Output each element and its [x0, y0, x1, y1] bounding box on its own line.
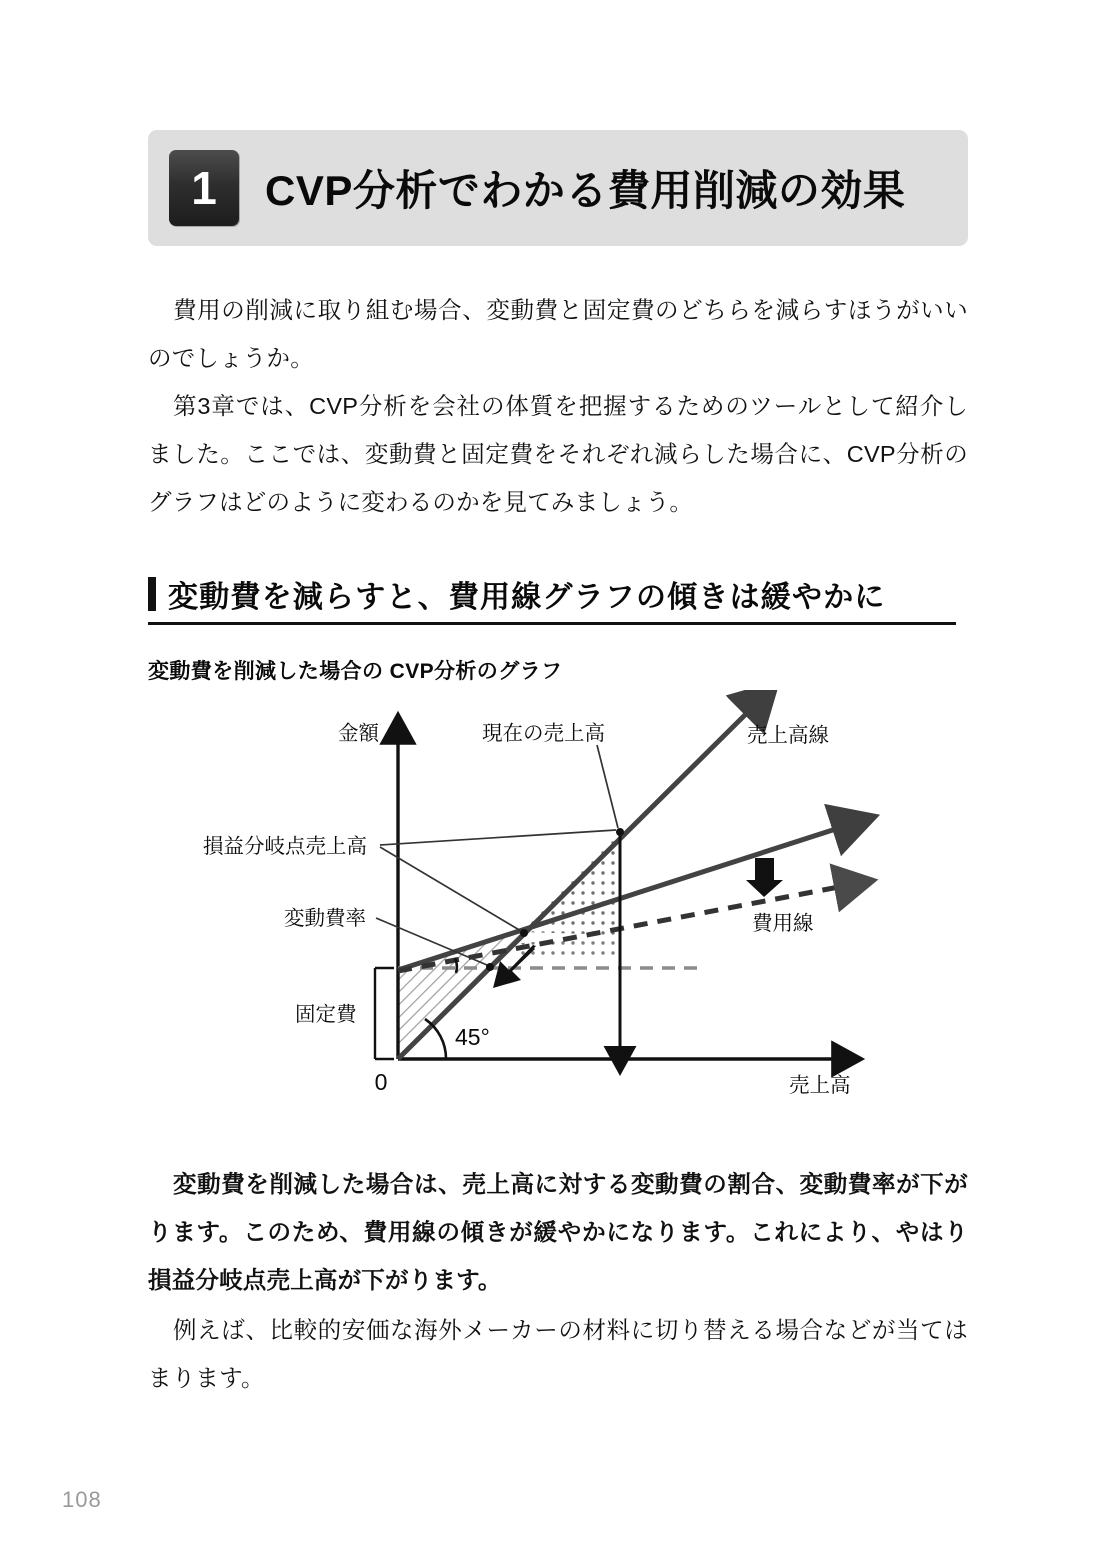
section-number: 1: [191, 162, 217, 214]
label-break-even-sales: 損益分岐点売上高: [203, 835, 367, 858]
label-origin: 0: [374, 1069, 388, 1095]
heading-underline-rule: [148, 622, 956, 625]
leader-break-even-2: [380, 847, 521, 931]
heading-accent-bar: [148, 577, 156, 611]
label-fixed-cost: 固定費: [295, 1003, 357, 1026]
leader-break-even-1: [380, 830, 616, 845]
figure-caption: 変動費を削減した場合の CVP分析のグラフ: [148, 660, 563, 683]
sales-line: [398, 708, 752, 1059]
subsection-heading-row: [148, 572, 956, 622]
fixed-cost-bracket: [375, 968, 394, 1059]
subsection-heading-text: 変動費を減らすと、費用線グラフの傾きは緩やかに: [168, 581, 886, 614]
paragraph-intro: 費用の削減に取り組む場合、変動費と固定費のどちらを減らすほうがいいのでしょうか。: [148, 296, 968, 371]
marker-current-sales: [616, 828, 624, 836]
label-current-sales: 現在の売上高: [482, 722, 605, 745]
label-x-axis: 売上高: [789, 1074, 851, 1097]
subsection-heading: [148, 572, 956, 625]
page-number: 108: [62, 1487, 102, 1512]
paragraph-example: 例えば、比較的安価な海外メーカーの材料に切り替える場合などが当てはまります。: [148, 1316, 968, 1391]
section-header-banner: [148, 130, 968, 246]
section-title: CVP分析でわかる費用削減の効果: [265, 167, 906, 214]
paragraph-chapter: 第3章では、CVP分析を会社の体質を把握するためのツールとして紹介しました。ここでは、変動費と固定費をそれぞれ減らした場合に、CVP分析のグラフはどのように変わるのかを見てみましょう。: [148, 392, 968, 515]
label-y-axis: 金額: [338, 722, 379, 745]
leader-current-sales: [597, 745, 618, 828]
cvp-analysis-chart: [0, 690, 1103, 1110]
label-sales-line: 売上高線: [747, 724, 829, 747]
label-angle-45: 45°: [455, 1024, 490, 1050]
paragraph-conclusion: 変動費を削減した場合は、売上高に対する変動費の割合、変動費率が下がります。このため、費用線の傾きが緩やかになります。これにより、やはり損益分岐点売上高が下がります。: [148, 1170, 968, 1293]
label-cost-line: 費用線: [752, 912, 814, 935]
cost-shift-down-arrow: [746, 858, 783, 897]
section-number-badge: [169, 150, 239, 226]
label-variable-cost-rate: 変動費率: [284, 907, 366, 930]
